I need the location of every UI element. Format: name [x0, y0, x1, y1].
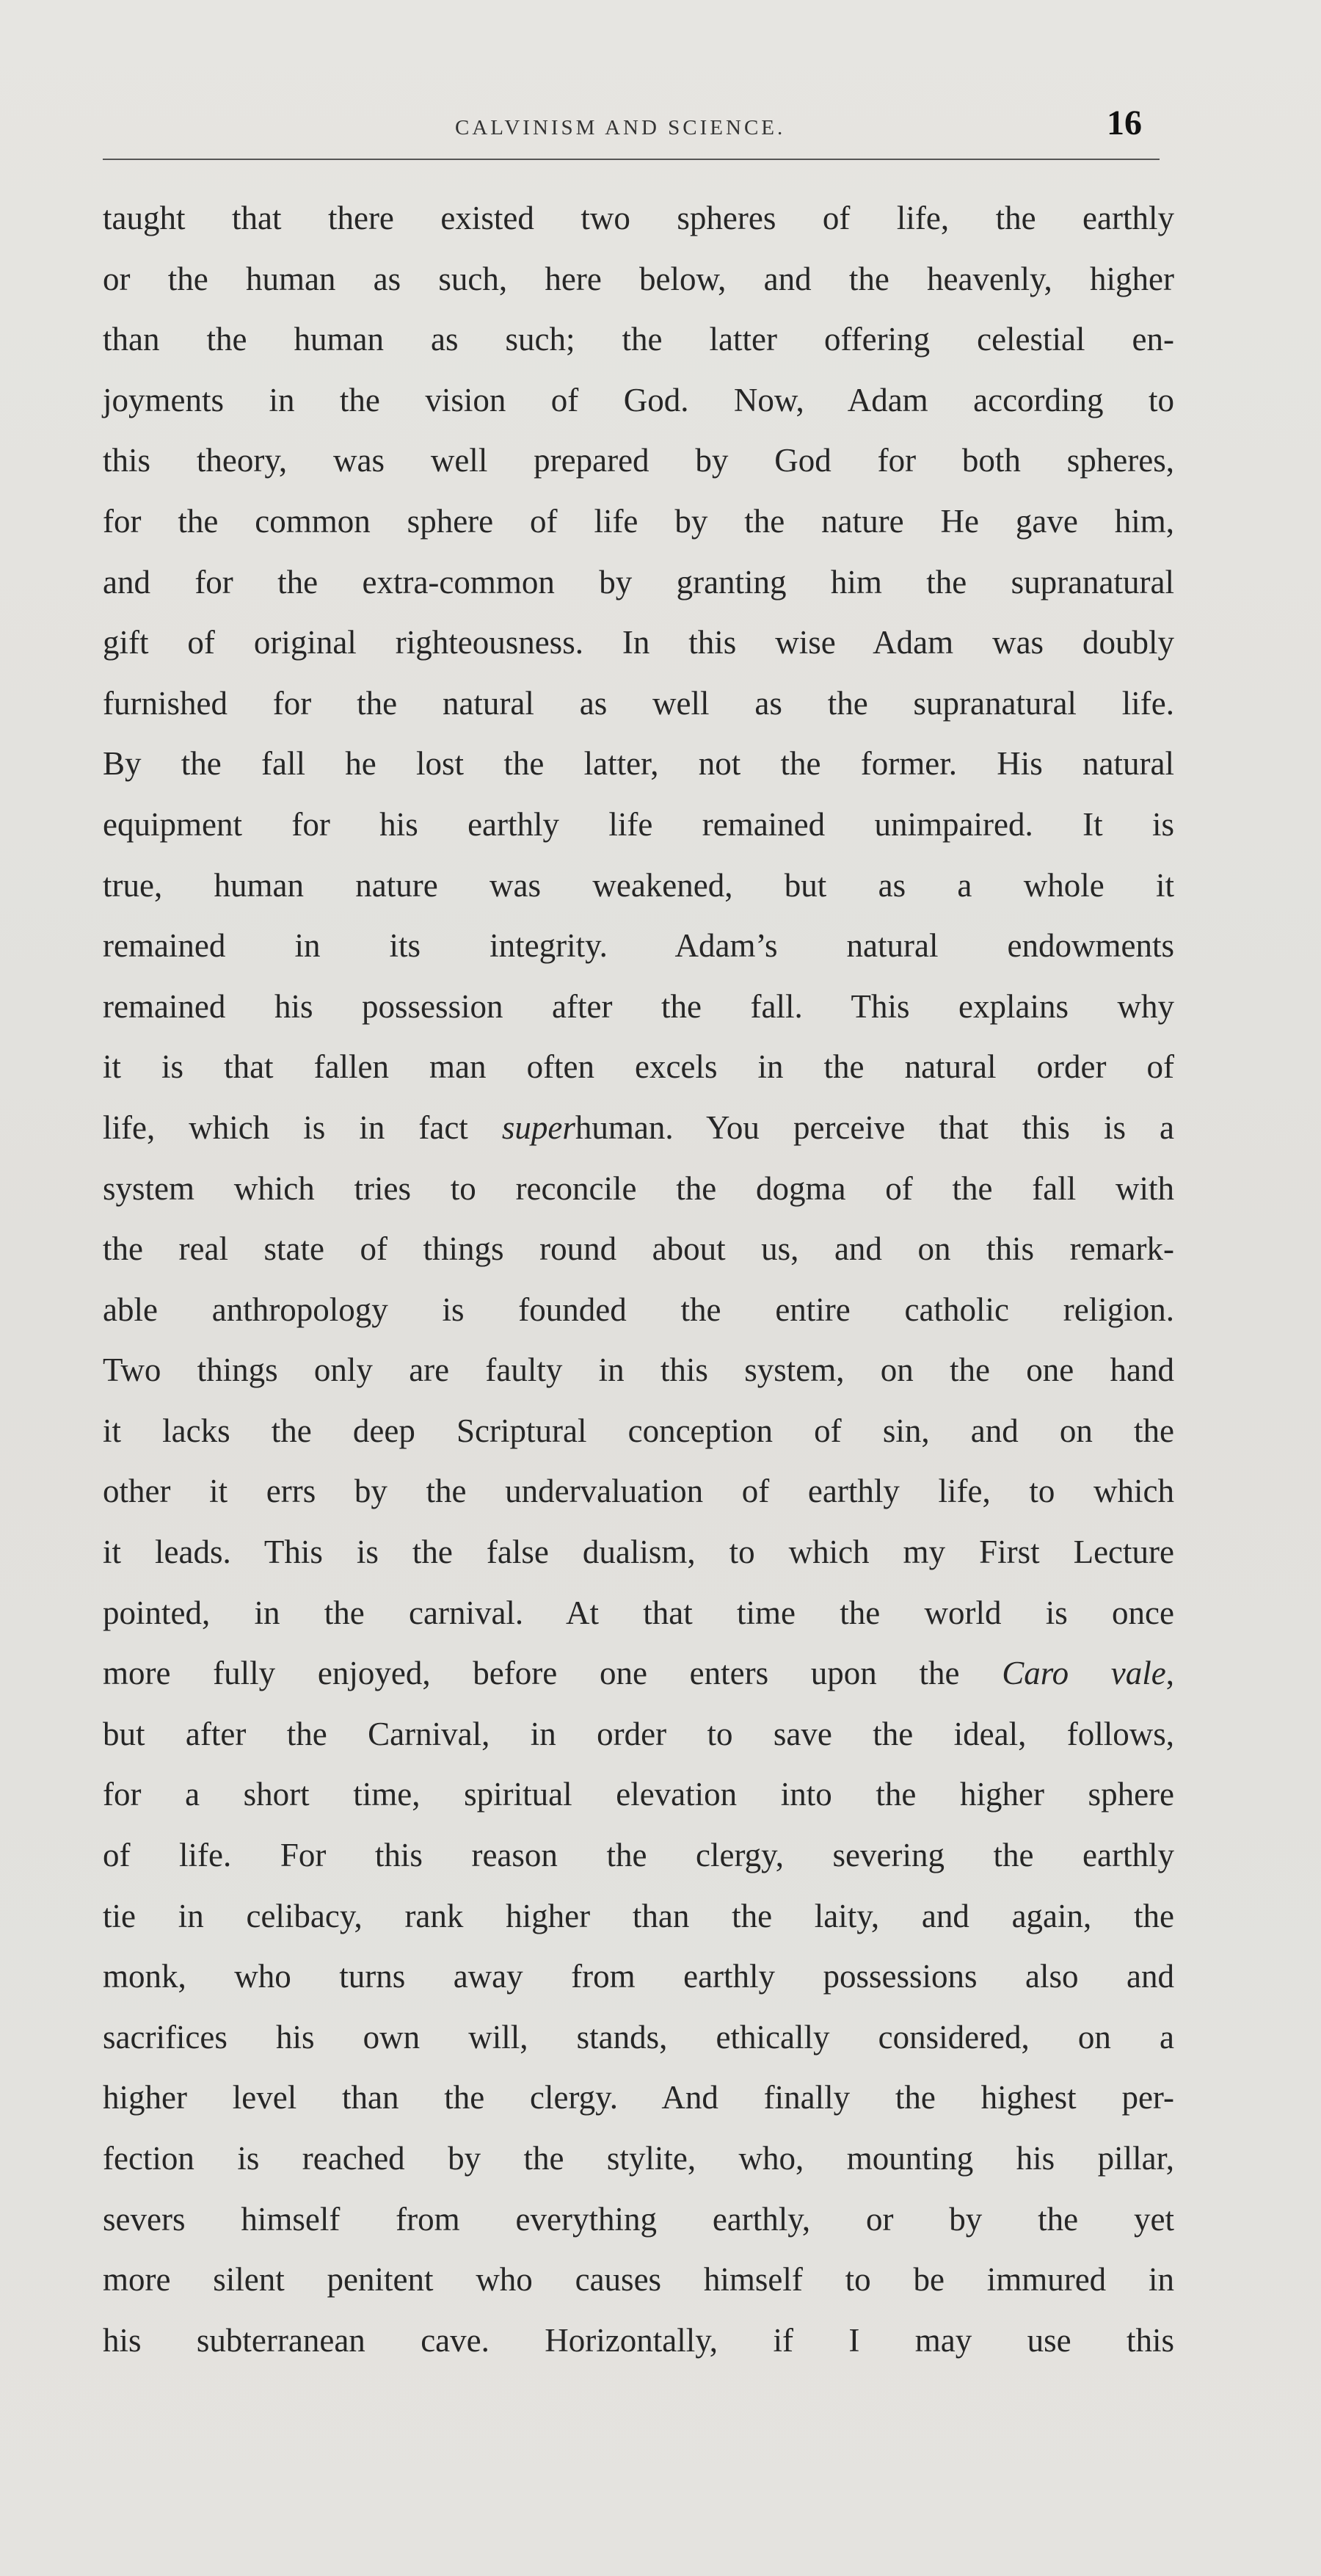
text-line: but after the Carnival, in order to save the ideal, follows,: [103, 1715, 1174, 1752]
text-line: fection is reached by the stylite, who, mounting his pillar,: [103, 2140, 1174, 2177]
text-line: taught that there existed two spheres of life, the earthly: [103, 200, 1174, 236]
text-line: or the human as such, here below, and the heavenly, higher: [103, 260, 1174, 297]
text-line: [103, 1643, 1174, 1704]
text-segment: life, which is in fact: [103, 1109, 502, 1146]
text-line: higher level than the clergy. And finally the highest per-: [103, 2079, 1174, 2116]
text-line: remained his possession after the fall. This explains why: [103, 987, 1174, 1025]
body-text: [103, 188, 1174, 2370]
text-line: monk, who turns away from earthly possessions also and: [103, 1958, 1174, 1995]
text-line: able anthropology is founded the entire catholic religion.: [103, 1291, 1174, 1328]
text-line: remained in its integrity. Adam’s natural endowments: [103, 927, 1174, 965]
text-line: than the human as such; the latter offering celestial en-: [103, 321, 1174, 358]
text-line: severs himself from everything earthly, or by the yet: [103, 2200, 1174, 2238]
text-line: equipment for his earthly life remained unimpaired. It is: [103, 805, 1174, 843]
running-title: CALVINISM AND SCIENCE.: [455, 116, 786, 139]
text-line: more silent penitent who causes himself to be immured in: [103, 2261, 1174, 2299]
text-line: other it errs by the undervaluation of earthly life, to which: [103, 1473, 1174, 1510]
text-segment: more fully enjoyed, before one enters upon the: [103, 1655, 1002, 1692]
italic-text-segment: super: [501, 1109, 575, 1146]
text-line: tie in celibacy, rank higher than the laity, and again, the: [103, 1897, 1174, 1934]
text-line: it lacks the deep Scriptural conception of sin, and on the: [103, 1412, 1174, 1449]
text-line: Two things only are faulty in this system, on the one hand: [103, 1352, 1174, 1389]
text-line: his subterranean cave. Horizontally, if I may use this: [103, 2321, 1174, 2359]
text-line: [103, 1097, 1174, 1158]
text-line: pointed, in the carnival. At that time the world is once: [103, 1594, 1174, 1631]
text-line: gift of original righteousness. In this wise Adam was doubly: [103, 624, 1174, 661]
page-number: 16: [1107, 104, 1142, 142]
text-line: this theory, was well prepared by God for both spheres,: [103, 442, 1174, 479]
header-rule: [103, 159, 1160, 160]
text-line: of life. For this reason the clergy, severing the earthly: [103, 1837, 1174, 1874]
italic-text-segment: Caro vale: [1002, 1655, 1166, 1692]
text-line: for the common sphere of life by the nature He gave him,: [103, 502, 1174, 540]
text-line: for a short time, spiritual elevation into the higher sphere: [103, 1776, 1174, 1813]
text-segment: human. You perceive that this is a: [575, 1109, 1174, 1146]
text-segment: ,: [1165, 1655, 1174, 1692]
text-line: joyments in the vision of God. Now, Adam according to: [103, 381, 1174, 418]
text-line: true, human nature was weakened, but as a whole it: [103, 866, 1174, 904]
page-header: [103, 103, 1160, 162]
text-line: sacrifices his own will, stands, ethically considered, on a: [103, 2018, 1174, 2056]
text-line: it is that fallen man often excels in the natural order of: [103, 1048, 1174, 1086]
text-line: the real state of things round about us, and on this remark-: [103, 1230, 1174, 1268]
text-line: furnished for the natural as well as the supranatural life.: [103, 684, 1174, 722]
text-line: By the fall he lost the latter, not the former. His natural: [103, 745, 1174, 783]
text-line: and for the extra-common by granting him the supranatural: [103, 563, 1174, 601]
text-line: system which tries to reconcile the dogma of the fall with: [103, 1169, 1174, 1207]
text-line: it leads. This is the false dualism, to which my First Lecture: [103, 1534, 1174, 1571]
